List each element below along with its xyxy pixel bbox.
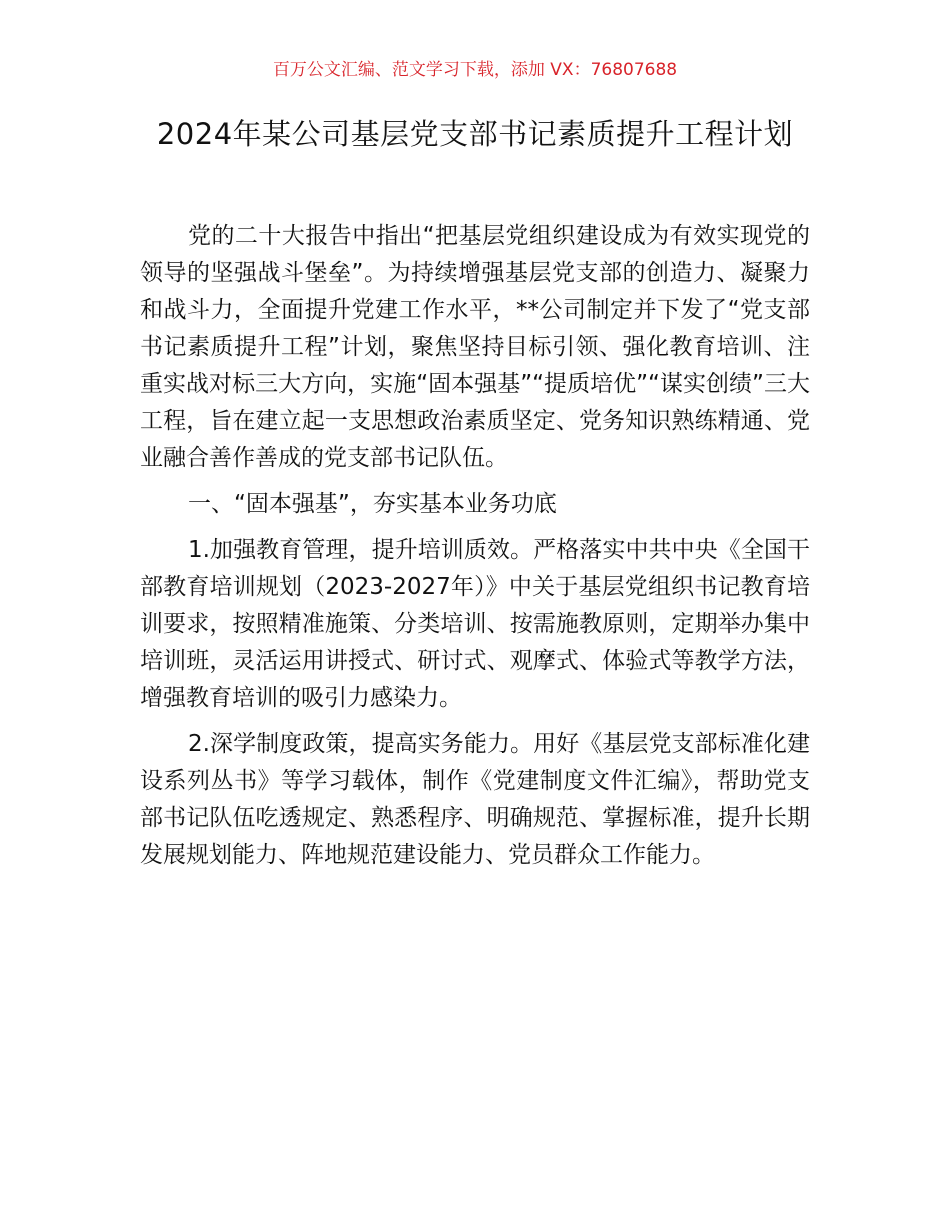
header-note: 百万公文汇编、范文学习下载，添加 VX：76807688 — [272, 60, 678, 80]
section-heading-1: 一、“固本强基”，夯实基本业务功底 — [188, 491, 557, 517]
intro-paragraph: 党的二十大报告中指出“把基层党组织建设成为有效实现党的领导的坚强战斗堡垒”。为持续增强基层党支部的创造力、凝聚力和战斗力，全面提升党建工作水平，**公司制定并下发了“党支部书记素质提升工程”计划，聚焦坚持目标引领、强化教育培训、注重实战对标三大方向，实施“固本强基”“提质培优”“谋实创绩”三大工程，旨在建立起一支思想政治素质坚定、党务知识熟练精通、党业融合善作善成的党支部书记队伍。 — [140, 223, 810, 471]
document-body — [140, 218, 810, 883]
item-paragraph-2: 2.深学制度政策，提高实务能力。用好《基层党支部标准化建设系列丛书》等学习载体，制作《党建制度文件汇编》，帮助党支部书记队伍吃透规定、熟悉程序、明确规范、掌握标准，提升长期发展规划能力、阵地规范建设能力、党员群众工作能力。 — [140, 731, 810, 868]
item-paragraph-1: 1.加强教育管理，提升培训质效。严格落实中共中央《全国干部教育培训规划（2023-2027年）》中关于基层党组织书记教育培训要求，按照精准施策、分类培训、按需施教原则，定期举办集中培训班，灵活运用讲授式、研讨式、观摩式、体验式等教学方法，增强教育培训的吸引力感染力。 — [140, 537, 810, 711]
document-title: 2024年某公司基层党支部书记素质提升工程计划 — [156, 117, 794, 151]
